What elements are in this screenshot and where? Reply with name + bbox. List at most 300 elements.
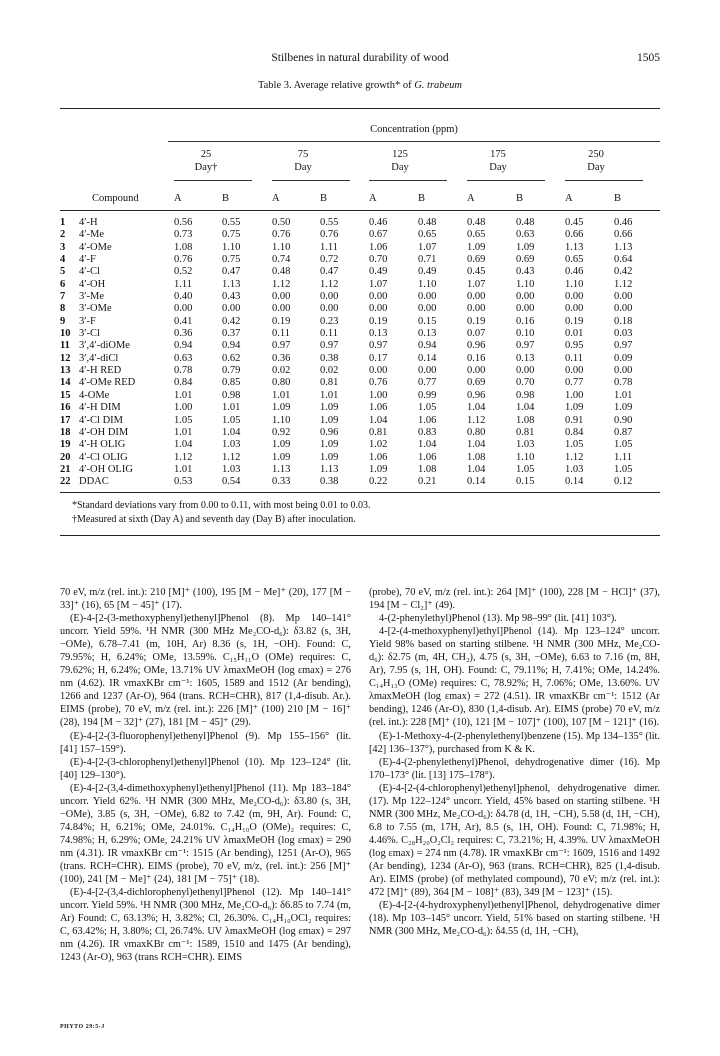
table-cell: 1.04: [467, 439, 486, 451]
running-title: Stilbenes in natural durability of wood: [271, 52, 449, 64]
table-cell: 0.22: [369, 476, 388, 488]
table-cell: 1.01: [272, 389, 291, 401]
table-cell: 1.09: [272, 451, 291, 463]
table-cell: 0.13: [516, 352, 535, 364]
table-cell: 1.04: [369, 414, 388, 426]
table-cell: 1.05: [565, 439, 584, 451]
table-cell: 1.13: [222, 278, 241, 290]
table-cell: 0.75: [222, 229, 241, 241]
table-cell: 1.12: [467, 414, 486, 426]
table-row: [60, 242, 660, 254]
table-cell: 1.05: [174, 414, 193, 426]
table-cell: 0.09: [614, 352, 633, 364]
compound-name: 4′-OH OLIG: [79, 463, 133, 475]
table-cell: 0.13: [369, 328, 388, 340]
table-cell: 0.85: [222, 377, 241, 389]
table-cell: 0.77: [418, 377, 437, 389]
compound-name: 4′-OMe: [79, 241, 112, 253]
table-cell: 0.66: [614, 229, 633, 241]
table-cell: 0.81: [320, 377, 339, 389]
table-cell: 0.00: [369, 291, 388, 303]
table-cell: 0.00: [614, 303, 633, 315]
compound-number: 19: [60, 439, 71, 451]
table-cell: 0.00: [467, 303, 486, 315]
compound-number: 5: [60, 266, 66, 278]
table-row: [60, 415, 660, 427]
table-cell: 1.05: [418, 402, 437, 414]
table-cell: 0.19: [565, 315, 584, 327]
table-cell: 0.76: [320, 229, 339, 241]
table-cell: 0.03: [614, 328, 633, 340]
table-cell: 0.41: [174, 315, 193, 327]
table-cell: 0.19: [467, 315, 486, 327]
table-cell: 1.05: [516, 463, 535, 475]
col-header: B: [418, 193, 426, 204]
table-cell: 1.06: [418, 414, 437, 426]
col-header: A: [272, 193, 280, 204]
table-cell: 0.98: [222, 389, 241, 401]
table-cell: 1.01: [222, 402, 241, 414]
compound-number: 18: [60, 426, 71, 438]
table-cell: 0.42: [222, 315, 241, 327]
table-cell: 0.70: [369, 254, 388, 266]
table-cell: 1.06: [418, 451, 437, 463]
table-cell: 1.12: [614, 278, 633, 290]
table-cell: 0.81: [516, 426, 535, 438]
table-cell: 1.09: [272, 402, 291, 414]
table-cell: 0.83: [418, 426, 437, 438]
table-cell: 0.33: [272, 476, 291, 488]
compound-number: 3: [60, 241, 66, 253]
table-cell: 0.42: [614, 266, 633, 278]
table-cell: 0.14: [565, 476, 584, 488]
table-cell: 1.09: [467, 241, 486, 253]
paragraph: (E)-4-(2-phenylethenyl)Phenol, dehydrogenative dimer (16). Mp 170–173° (lit. [13] 175–178°).: [369, 756, 660, 781]
table-cell: 1.08: [174, 241, 193, 253]
table-cell: 1.07: [369, 278, 388, 290]
compound-number: 6: [60, 278, 66, 290]
table-cell: 1.01: [174, 426, 193, 438]
table-row: [60, 476, 660, 488]
table-row: [60, 464, 660, 476]
table-cell: 0.11: [565, 352, 583, 364]
table-cell: 1.09: [369, 463, 388, 475]
table-cell: 1.11: [320, 241, 338, 253]
table-cell: 0.00: [272, 291, 291, 303]
table-cell: 0.91: [565, 414, 584, 426]
table-cell: 1.10: [222, 241, 241, 253]
table-row: [60, 439, 660, 451]
compound-number: 8: [60, 303, 66, 315]
table-cell: 0.13: [418, 328, 437, 340]
table-cell: 1.05: [614, 463, 633, 475]
table-row: [60, 279, 660, 291]
table-cell: 0.00: [516, 303, 535, 315]
table-cell: 0.54: [222, 476, 241, 488]
paragraph: (E)-1-Methoxy-4-(2-phenylethenyl)benzene (15). Mp 134–135° (lit. [42] 136–137°), purchased from K & K.: [369, 730, 660, 755]
table-cell: 1.09: [320, 451, 339, 463]
compound-number: 1: [60, 217, 66, 228]
table-cell: 1.04: [467, 463, 486, 475]
compound-name: 4′-Cl OLIG: [79, 451, 128, 463]
compound-name: 4′-Cl: [79, 266, 100, 278]
table-cell: 1.12: [174, 451, 193, 463]
col-header: A: [467, 193, 475, 204]
compound-number: 22: [60, 476, 71, 488]
table-cell: 0.00: [369, 303, 388, 315]
table-cell: 0.70: [516, 377, 535, 389]
table-cell: 1.05: [222, 414, 241, 426]
table-cell: 0.11: [320, 328, 338, 340]
paragraph: 70 eV, m/z (rel. int.): 210 [M]⁺ (100), 195 [M − Me]⁺ (20), 177 [M − 33]⁺ (16), 65 [M − 45]⁺ (17).: [60, 587, 351, 612]
table-cell: 0.00: [174, 303, 193, 315]
table-cell: 1.04: [174, 439, 193, 451]
table-cell: 0.02: [272, 365, 291, 377]
concentration-rule: [168, 141, 660, 142]
table-cell: 1.12: [272, 278, 291, 290]
table-cell: 1.05: [614, 439, 633, 451]
table-cell: 1.09: [516, 241, 535, 253]
table-cell: 0.48: [467, 217, 486, 228]
table-cell: 1.08: [516, 414, 535, 426]
table-cell: 1.09: [320, 402, 339, 414]
table-cell: 0.46: [369, 217, 388, 228]
group-header: 25 Day†: [194, 149, 218, 173]
table-cell: 1.10: [272, 414, 291, 426]
table-cell: 0.95: [565, 340, 584, 352]
table-cell: 0.55: [320, 217, 339, 228]
table-cell: 0.94: [222, 340, 241, 352]
table-cell: 1.09: [272, 439, 291, 451]
group-rule: [272, 180, 350, 181]
table-cell: 0.71: [418, 254, 437, 266]
table-cell: 0.00: [222, 303, 241, 315]
table-cell: 1.00: [174, 402, 193, 414]
table-row: [60, 390, 660, 402]
table-cell: 0.62: [222, 352, 241, 364]
table-cell: 0.67: [369, 229, 388, 241]
table-cell: 0.69: [467, 377, 486, 389]
table-cell: 1.07: [467, 278, 486, 290]
compound-name: 4′-Me: [79, 229, 105, 241]
table-cell: 1.12: [222, 451, 241, 463]
table-cell: 0.84: [174, 377, 193, 389]
table-cell: 0.55: [222, 217, 241, 228]
compound-number: 17: [60, 414, 71, 426]
compound-name: 4′-H DIM: [79, 402, 121, 414]
group-header: 125 Day: [391, 149, 409, 173]
group-rule: [369, 180, 447, 181]
paragraph: (E)-4-[2-(4-hydroxyphenyl)ethenyl]Phenol, dehydrogenative dimer (18). Mp 103–145° uncorr. Yield, 51% based on starting stilbene. ¹H NMR (300 MHz, Me₂CO-d₆): δ4.55 (d, 1H, −CH),: [369, 900, 660, 938]
table-cell: 1.00: [369, 389, 388, 401]
table-cell: 0.10: [516, 328, 535, 340]
table-cell: 1.08: [467, 451, 486, 463]
compound-name: DDAC: [79, 476, 109, 488]
table-cell: 0.63: [174, 352, 193, 364]
table-end-rule: [60, 535, 660, 536]
compound-name: 3′-Me: [79, 291, 105, 303]
table-cell: 0.49: [369, 266, 388, 278]
paragraph: (E)-4-[2-(4-chlorophenyl)ethenyl]phenol, dehydrogenative dimer. (17). Mp 122–124° uncorr. Yield, 45% based on starting stilbene. ¹H NMR (300 MHz, Me₂CO-d₆): δ4.78 (d, 1H, −CH), 5.58 (d, 1H, −CH), 6.8 to 7.55 (m, 17H, Ar), 8.5 (s, 1H, OH). Found: C, 71.98%; H, 4.46%. C₂₈H₂₀O₂Cl₂ requires: C, 73.21%; H, 4.39%. UV λmaxMeOH (log εmax) = 274 nm (4.78). IR νmaxKBr cm⁻¹: 1609, 1516 and 1492 (Ar bending), 1234 (Ar-O), 963 (trans. RCH=CHR), 825 (1,4-disub. Ar). EIMS (probe) (of methylated compound), 70 eV; m/z (rel. int.): 472 [M]⁺ (89), 364 [M − 108]⁺ (83), 349 [M − 123]⁺ (15).: [369, 782, 660, 899]
table-cell: 0.00: [516, 365, 535, 377]
compound-name: 4′-H RED: [79, 365, 122, 377]
table-cell: 0.97: [369, 340, 388, 352]
table-cell: 0.00: [418, 365, 437, 377]
paragraph: (E)-4-[2-(3-chlorophenyl)ethenyl]Phenol (10). Mp 123–124° (lit. [40] 129–130°).: [60, 756, 351, 781]
table-cell: 0.15: [418, 315, 437, 327]
table-cell: 0.40: [174, 291, 193, 303]
table-cell: 1.01: [174, 389, 193, 401]
table-cell: 0.23: [320, 315, 339, 327]
compound-name: 3′,4′-diOMe: [79, 340, 130, 352]
compound-number: 7: [60, 291, 66, 303]
table-caption-species: G. trabeum: [414, 80, 463, 91]
table-row: [60, 229, 660, 241]
table-cell: 0.37: [222, 328, 241, 340]
table-cell: 0.43: [222, 291, 241, 303]
table-cell: 0.66: [565, 229, 584, 241]
table-cell: 0.97: [516, 340, 535, 352]
header-bottom-rule: [60, 210, 660, 211]
table-cell: 0.48: [272, 266, 291, 278]
compound-number: 20: [60, 451, 71, 463]
table-cell: 1.13: [565, 241, 584, 253]
table-cell: 0.92: [272, 426, 291, 438]
group-header: 250 Day: [587, 149, 605, 173]
table-cell: 0.45: [565, 217, 584, 228]
table-row: [60, 365, 660, 377]
group-rule: [174, 180, 252, 181]
compound-header: Compound: [92, 193, 139, 204]
table-cell: 0.45: [467, 266, 486, 278]
table-cell: 0.01: [565, 328, 584, 340]
table-row: [60, 427, 660, 439]
table-cell: 0.18: [614, 315, 633, 327]
paragraph: (E)-4-[2-(3,4-dimethoxyphenyl)ethenyl]Phenol (11). Mp 183–184° uncorr. Yield 62%. ¹H NMR (300 MHz, Me₂CO-d₆): δ3.80 (s, 3H, −OMe), 3.85 (s, 3H, −OMe), 6.82 to 7.42 (m, 9H, Ar). Found: C, 74.84%; H, 6.21%; OMe, 24.01%. C₁₄H₁₀O (OMe)₂ requires: C, 74.98%; H, 6.29%; OMe, 24.21% UV λmaxMeOH (log εmax) = 290 nm (4.31). IR νmaxKBr cm⁻¹: 1515 (Ar bending), 1251 (Ar-O), 965 (trans. RCH=CHR). EIMS (probe), 70 eV, m/z, (rel. int.): 256 [M]⁺ (100), 241 [M − Me]⁺ (24), 181 [M − 75]⁺ (18).: [60, 782, 351, 886]
table-row: [60, 402, 660, 414]
table-cell: 0.80: [272, 377, 291, 389]
compound-number: 11: [60, 340, 70, 352]
table-cell: 0.96: [467, 340, 486, 352]
table-cell: 0.47: [222, 266, 241, 278]
group-rule: [565, 180, 643, 181]
col-header: A: [174, 193, 182, 204]
table-cell: 1.12: [565, 451, 584, 463]
table-cell: 0.19: [272, 315, 291, 327]
table-cell: 0.15: [516, 476, 535, 488]
table-cell: 0.00: [320, 303, 339, 315]
table-cell: 0.00: [516, 291, 535, 303]
table-cell: 1.04: [467, 402, 486, 414]
table-cell: 0.50: [272, 217, 291, 228]
compound-number: 16: [60, 402, 71, 414]
table-cell: 0.72: [320, 254, 339, 266]
group-rule: [467, 180, 545, 181]
table-cell: 0.16: [516, 315, 535, 327]
table-cell: 0.00: [565, 291, 584, 303]
table-cell: 0.79: [222, 365, 241, 377]
table-cell: 0.02: [320, 365, 339, 377]
compound-name: 4′-F: [79, 254, 96, 266]
compound-name: 4′-Cl DIM: [79, 414, 124, 426]
table-cell: 0.69: [516, 254, 535, 266]
compound-number: 4: [60, 254, 66, 266]
table-cell: 1.01: [614, 389, 633, 401]
table-row: [60, 353, 660, 365]
table-row: [60, 452, 660, 464]
table-cell: 0.00: [418, 291, 437, 303]
table-cell: 1.10: [418, 278, 437, 290]
table-cell: 1.09: [320, 414, 339, 426]
table-cell: 0.00: [418, 303, 437, 315]
table-row: [60, 303, 660, 315]
table-row: [60, 377, 660, 389]
table-cell: 0.19: [369, 315, 388, 327]
table-row: [60, 266, 660, 278]
compound-name: 3′-F: [79, 315, 96, 327]
paragraph: 4-(2-phenylethyl)Phenol (13). Mp 98–99° (lit. [41] 103°).: [379, 613, 617, 625]
table-cell: 1.10: [565, 278, 584, 290]
table-cell: 0.52: [174, 266, 193, 278]
table-cell: 0.00: [614, 291, 633, 303]
table-footnote: *Standard deviations vary from 0.00 to 0.11, with most being 0.01 to 0.03.: [72, 500, 371, 511]
table-row: [60, 316, 660, 328]
running-header: [60, 52, 660, 68]
footer-code: PHYTO 29:5-J: [60, 1024, 105, 1030]
paragraph: (E)-4-[2-(3-fluorophenyl)ethenyl]Phenol (9). Mp 155–156° (lit. [41] 157–159°).: [60, 730, 351, 755]
compound-name: 4′-H: [79, 217, 98, 228]
compound-number: 2: [60, 229, 66, 241]
table-cell: 0.77: [565, 377, 584, 389]
group-header: 175 Day: [489, 149, 507, 173]
compound-number: 15: [60, 389, 71, 401]
col-header: A: [565, 193, 573, 204]
table-cell: 0.49: [418, 266, 437, 278]
table-cell: 0.84: [565, 426, 584, 438]
table-cell: 0.69: [467, 254, 486, 266]
table-cell: 0.46: [565, 266, 584, 278]
table-cell: 1.09: [565, 402, 584, 414]
table-top-rule: [60, 108, 660, 109]
table-cell: 0.65: [467, 229, 486, 241]
table-cell: 0.64: [614, 254, 633, 266]
table-cell: 1.09: [614, 402, 633, 414]
table-cell: 0.00: [467, 291, 486, 303]
concentration-header: Concentration (ppm): [370, 124, 458, 135]
table-cell: 1.04: [418, 439, 437, 451]
table-cell: 1.06: [369, 451, 388, 463]
table-cell: 0.21: [418, 476, 437, 488]
table-cell: 0.80: [467, 426, 486, 438]
compound-name: 4′-H OLIG: [79, 439, 126, 451]
table-cell: 1.09: [320, 439, 339, 451]
table-cell: 1.06: [369, 402, 388, 414]
compound-name: 3′-OMe: [79, 303, 112, 315]
left-text-column: [60, 586, 351, 964]
table-cell: 1.11: [614, 451, 632, 463]
compound-name: 4′-OH DIM: [79, 426, 129, 438]
table-cell: 0.46: [614, 217, 633, 228]
table-caption-text: Table 3. Average relative growth* of: [257, 80, 415, 91]
table-cell: 0.48: [516, 217, 535, 228]
table-footnote: †Measured at sixth (Day A) and seventh day (Day B) after inoculation.: [72, 514, 356, 525]
table-cell: 0.76: [369, 377, 388, 389]
table-row: [60, 291, 660, 303]
table-cell: 0.87: [614, 426, 633, 438]
table-cell: 1.00: [565, 389, 584, 401]
table-cell: 0.16: [467, 352, 486, 364]
table-bottom-rule: [60, 492, 660, 493]
table-cell: 0.75: [222, 254, 241, 266]
col-header: B: [516, 193, 524, 204]
table-cell: 0.17: [369, 352, 388, 364]
table-cell: 0.81: [369, 426, 388, 438]
table-cell: 0.99: [418, 389, 437, 401]
table-cell: 0.98: [516, 389, 535, 401]
compound-number: 14: [60, 377, 71, 389]
table-cell: 0.36: [174, 328, 193, 340]
table-cell: 1.03: [222, 463, 241, 475]
table-cell: 0.76: [174, 254, 193, 266]
right-text-column: [369, 586, 660, 938]
table-row: [60, 217, 660, 229]
table-cell: 1.02: [369, 439, 388, 451]
table-cell: 1.04: [222, 426, 241, 438]
table-cell: 1.13: [320, 463, 339, 475]
table-cell: 0.96: [320, 426, 339, 438]
table-cell: 0.00: [467, 365, 486, 377]
table-cell: 0.78: [174, 365, 193, 377]
col-header: B: [614, 193, 622, 204]
table-cell: 0.73: [174, 229, 193, 241]
compound-number: 13: [60, 365, 71, 377]
table-cell: 1.13: [272, 463, 291, 475]
col-header: B: [320, 193, 328, 204]
compound-number: 12: [60, 352, 71, 364]
table-cell: 0.12: [614, 476, 633, 488]
table-cell: 0.00: [565, 303, 584, 315]
paragraph: (E)-4-[2-(3,4-dichlorophenyl)ethenyl]Phenol (12). Mp 140–141° uncorr. Yield 59%. ¹H NMR (300 MHz, Me₂CO-d₆): δ6.85 to 7.74 (m, Ar) Found: C, 63.13%; H, 3.82%; Cl, 26.30%. C₁₄H₁₀OCl₂ requires: C, 63.42%; H, 3.80%; Cl, 26.74%. UV λmaxMeOH (log εmax) = 297 nm (4.26). IR νmaxKBr cm⁻¹: 1589, 1510 and 1475 (Ar bending), 1243 (Ar-O), 963 (trans RCH=CHR). EIMS: [60, 887, 351, 964]
compound-name: 3′,4′-diCl: [79, 352, 119, 364]
table-cell: 0.94: [418, 340, 437, 352]
table-cell: 1.04: [516, 402, 535, 414]
col-header: B: [222, 193, 230, 204]
table-cell: 1.10: [516, 451, 535, 463]
table-cell: 0.00: [614, 365, 633, 377]
compound-number: 21: [60, 463, 71, 475]
table-cell: 1.03: [222, 439, 241, 451]
table-caption: [0, 80, 720, 91]
table-cell: 1.10: [516, 278, 535, 290]
table-cell: 0.65: [565, 254, 584, 266]
compound-name: 4′-OH: [79, 278, 106, 290]
table-cell: 0.96: [467, 389, 486, 401]
table-cell: 0.36: [272, 352, 291, 364]
table-cell: 0.76: [272, 229, 291, 241]
table-cell: 0.14: [418, 352, 437, 364]
compound-name: 4-OMe: [79, 389, 110, 401]
table-cell: 0.48: [418, 217, 437, 228]
table-cell: 1.10: [272, 241, 291, 253]
table-row: [60, 340, 660, 352]
paragraph: (probe), 70 eV, m/z (rel. int.): 264 [M]⁺ (100), 228 [M − HCl]⁺ (37), 194 [M − Cl₂]⁺ (49).: [369, 587, 660, 612]
table-cell: 0.47: [320, 266, 339, 278]
table-cell: 1.08: [418, 463, 437, 475]
table-cell: 0.00: [565, 365, 584, 377]
table-cell: 1.07: [418, 241, 437, 253]
compound-number: 10: [60, 328, 71, 340]
table-cell: 1.06: [369, 241, 388, 253]
